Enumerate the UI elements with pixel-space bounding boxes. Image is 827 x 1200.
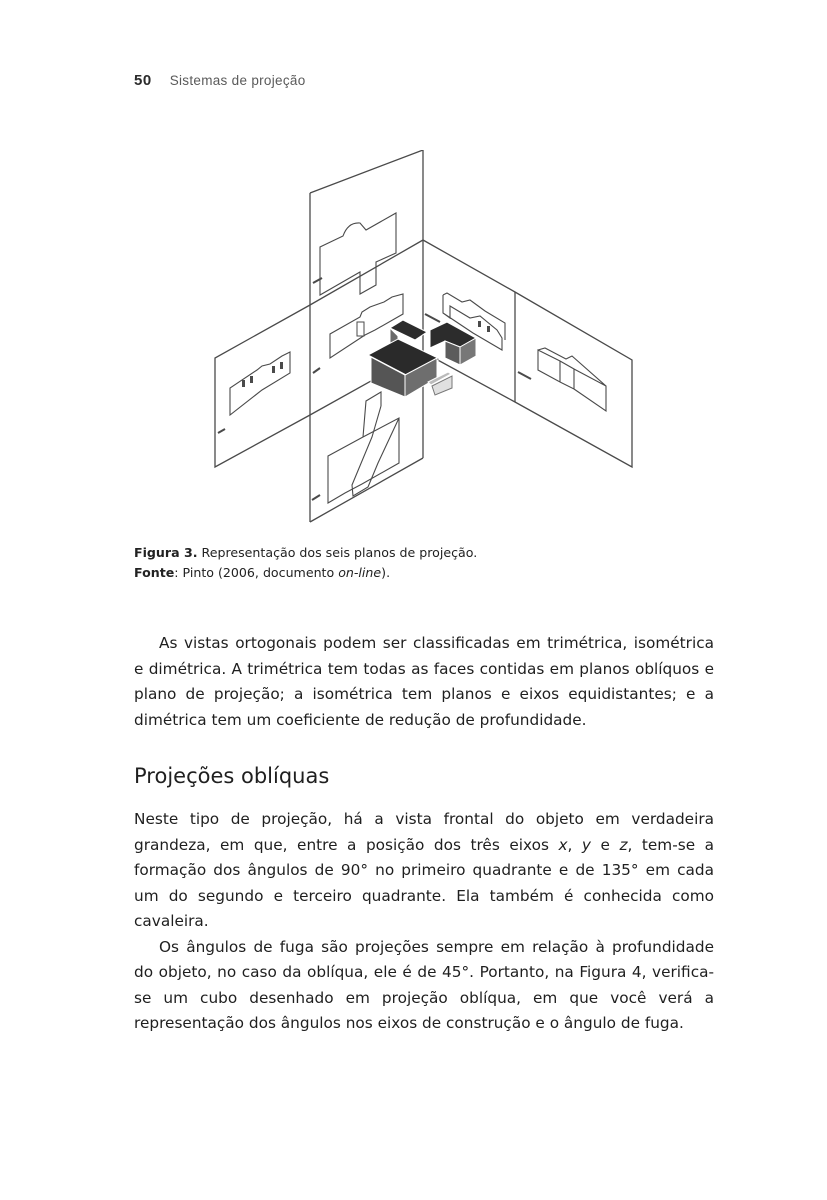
p2-sep1: , [567, 835, 582, 854]
p2-part2: , tem-se a formação dos ângulos de 90° no primeiro quadrante e de 135° em cada um do segundo e terceiro quadrante. Ela também é conhecida como cavaleira. [134, 835, 715, 930]
six-projection-planes-figure [200, 150, 650, 530]
caption-source [134, 563, 477, 583]
p2-sep2: e [590, 835, 620, 854]
source-italic: on-line [338, 565, 382, 580]
paragraph-1-text: As vistas ortogonais podem ser classificadas em trimétrica, isométrica e dimétrica. A trimétrica tem todas as faces contidas em planos oblíquos e plano de projeção; a isométrica tem planos e eixos equidistantes; e a dimétrica tem um coeficiente de redução de profundidade. [134, 634, 714, 729]
source-text: : Pinto (2006, documento [174, 565, 339, 580]
top-view-drawing [320, 213, 396, 295]
caption-text: Representação dos seis planos de projeção. [197, 545, 478, 560]
caption-title [134, 543, 477, 563]
running-header [134, 72, 306, 89]
caption-label: Figura 3. [134, 545, 198, 560]
section-title: Sistemas de projeção [169, 73, 306, 88]
p2-part1: Neste tipo de projeção, há a vista frontal do objeto em verdadeira grandeza, em que, entre a posição dos três eixos [134, 810, 714, 854]
isometric-house [368, 320, 476, 397]
axis-y: y [581, 835, 591, 854]
bottom-view-drawing [328, 392, 399, 503]
paragraph-projecoes-obliquas [134, 807, 714, 1037]
paragraph-vistas-ortogonais [134, 631, 714, 733]
right-view-drawing [538, 348, 606, 411]
figure-caption [134, 543, 477, 583]
page-number: 50 [134, 72, 152, 89]
left-view-drawing [230, 352, 290, 415]
axis-z: z [619, 835, 628, 854]
axis-x: x [558, 835, 568, 854]
paragraph-2-text [134, 807, 714, 935]
section-heading: Projeções oblíquas [134, 764, 330, 788]
paragraph-3-text: Os ângulos de fuga são projeções sempre em relação à profundidade do objeto, no caso da oblíqua, ele é de 45°. Portanto, na Figura 4, verifica-se um cubo desenhado em projeção oblíqua, em que você verá a representação dos ângulos nos eixos de construção e o ângulo de fuga. [134, 937, 714, 1032]
source-end: ). [381, 565, 391, 580]
source-label: Fonte [134, 565, 175, 580]
